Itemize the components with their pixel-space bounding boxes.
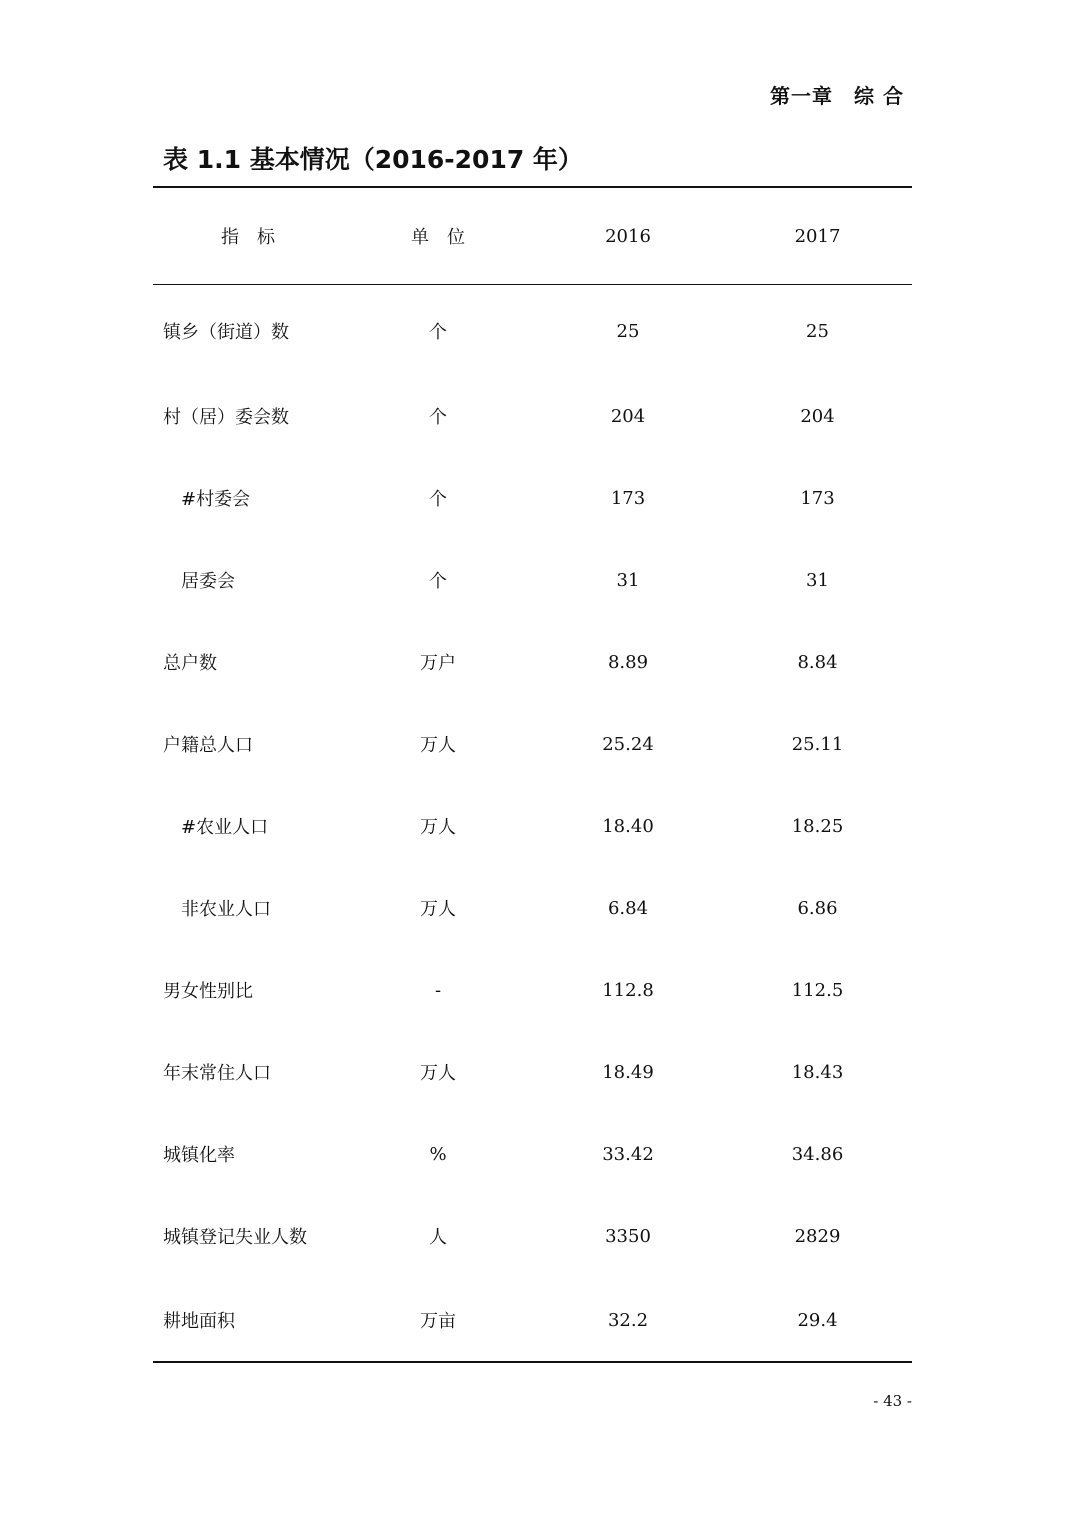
cell-2017: 173 [800, 487, 835, 509]
cell-unit: 万户 [420, 653, 456, 674]
cell-2016: 112.8 [602, 979, 654, 1001]
cell-2017: 204 [800, 405, 835, 427]
cell-indicator: 年末常住人口 [163, 1063, 271, 1084]
table-header-rule [153, 284, 912, 285]
cell-indicator: 城镇化率 [163, 1145, 235, 1166]
cell-2016: 8.89 [607, 651, 649, 673]
table-row [153, 642, 912, 682]
column-header-unit: 单 位 [411, 227, 465, 248]
cell-2017: 18.25 [791, 815, 844, 837]
cell-indicator: 城镇登记失业人数 [163, 1227, 307, 1248]
cell-unit: 个 [429, 489, 447, 510]
cell-2016: 31 [616, 569, 640, 591]
cell-unit: 万人 [420, 735, 456, 756]
cell-indicator: 镇乡（街道）数 [163, 322, 289, 343]
cell-2017: 2829 [794, 1225, 841, 1247]
cell-2017: 29.4 [797, 1309, 838, 1331]
cell-unit: % [429, 1143, 447, 1165]
cell-2017: 34.86 [791, 1143, 844, 1165]
chapter-header: 第一章 综 合 [770, 84, 904, 108]
table-row [153, 478, 912, 518]
cell-2016: 173 [610, 487, 646, 509]
table-row [153, 560, 912, 600]
cell-2017: 18.43 [791, 1061, 844, 1083]
cell-indicator: 非农业人口 [181, 899, 271, 920]
cell-2017: 25 [806, 320, 829, 342]
cell-2016: 18.40 [602, 815, 654, 837]
table-header-row [153, 188, 912, 284]
table-bottom-rule [153, 1361, 912, 1363]
table-row [153, 1134, 912, 1174]
cell-unit: 人 [429, 1227, 447, 1248]
cell-2017: 8.84 [797, 651, 838, 673]
cell-indicator: 总户数 [163, 653, 217, 674]
table-row [153, 396, 912, 436]
cell-2016: 32.2 [607, 1309, 649, 1331]
cell-indicator: 村（居）委会数 [163, 407, 289, 428]
cell-unit: - [434, 979, 442, 1001]
cell-2017: 6.86 [797, 897, 838, 919]
cell-unit: 个 [429, 571, 447, 592]
table-row [153, 1216, 912, 1256]
cell-indicator: #村委会 [181, 489, 251, 510]
table-row [153, 1300, 912, 1340]
table-row [153, 1052, 912, 1092]
column-header-2016: 2016 [605, 225, 651, 247]
cell-unit: 万亩 [420, 1311, 456, 1332]
cell-indicator: 男女性别比 [163, 981, 253, 1002]
cell-2016: 18.49 [602, 1061, 654, 1083]
table-row [153, 970, 912, 1010]
cell-indicator: 居委会 [181, 571, 235, 592]
cell-2017: 112.5 [791, 979, 844, 1001]
cell-2016: 6.84 [607, 897, 649, 919]
cell-2017: 25.11 [791, 733, 844, 755]
cell-unit: 万人 [420, 817, 456, 838]
cell-indicator: 耕地面积 [163, 1311, 235, 1332]
cell-2017: 31 [806, 569, 829, 591]
cell-unit: 个 [429, 322, 447, 343]
cell-2016: 204 [610, 405, 646, 427]
cell-unit: 万人 [420, 1063, 456, 1084]
table-row [153, 806, 912, 846]
table-row [153, 724, 912, 764]
cell-indicator: 户籍总人口 [163, 735, 253, 756]
cell-unit: 个 [429, 407, 447, 428]
table-title: 表 1.1 基本情况（2016-2017 年） [163, 145, 583, 174]
cell-2016: 33.42 [602, 1143, 654, 1165]
cell-2016: 25 [616, 320, 640, 342]
cell-unit: 万人 [420, 899, 456, 920]
table-row [153, 888, 912, 928]
column-header-2017: 2017 [794, 225, 841, 247]
cell-indicator: #农业人口 [181, 817, 269, 838]
page-number: - 43 - [873, 1392, 912, 1410]
cell-2016: 25.24 [602, 733, 654, 755]
column-header-indicator: 指 标 [221, 227, 275, 248]
table-row [153, 311, 912, 351]
cell-2016: 3350 [605, 1225, 651, 1247]
